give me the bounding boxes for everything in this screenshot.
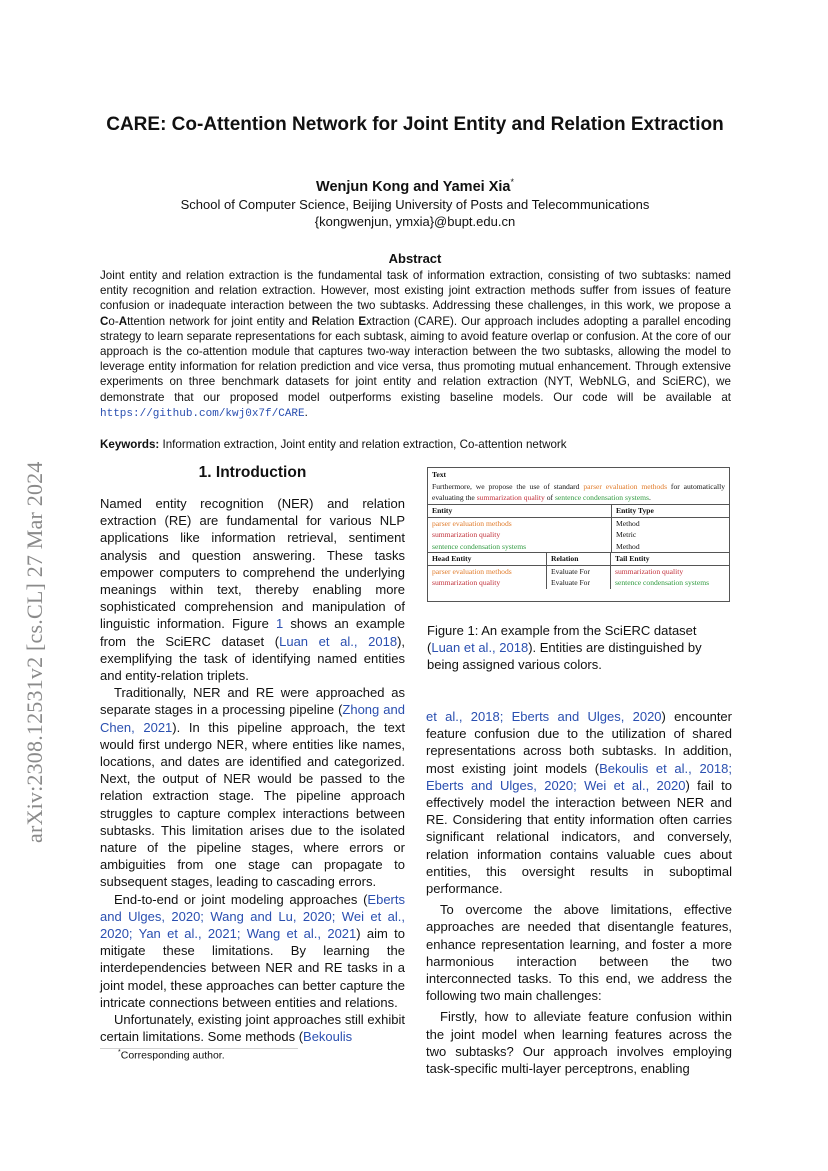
paragraph-text: Unfortunately, existing joint approaches still exhibit certain limitations. Some methods ( (100, 1012, 405, 1045)
paragraph-text: ), exemplifying the task of identifying named entities and entity-relation triplets. (100, 633, 406, 684)
affiliation-block (90, 196, 740, 230)
relation-header: Relation (547, 553, 611, 566)
entity-header: Entity (428, 505, 612, 517)
figure-sentence: Furthermore, we propose the use of standard (432, 481, 584, 491)
code-url-link[interactable]: https://github.com/kwj0x7f/CARE (100, 407, 305, 420)
abstract-text: o- (108, 314, 119, 328)
caption-text: ). Entities are distinguished by being assigned various colors. (427, 640, 702, 672)
figure-sentence: for automatically evaluating the (432, 481, 725, 502)
paragraph (100, 891, 405, 1011)
entity-type-cell: Method (612, 517, 730, 529)
paragraph-text: shows an example from the SciERC dataset ( (100, 616, 405, 649)
table-row (428, 577, 729, 589)
abstract-text: . (304, 405, 308, 419)
table-row (428, 529, 729, 541)
tail-entity-cell: summarization quality (611, 565, 730, 577)
entity-type-header: Entity Type (612, 505, 730, 517)
footnote (118, 1049, 225, 1062)
relation-cell: Evaluate For (547, 577, 611, 589)
author-names: Wenjun Kong and Yamei Xia (316, 178, 511, 195)
citation-link[interactable]: Bekoulis et al., 2018; Eberts and Ulges, 2020; Wei et al., 2020 (426, 760, 732, 793)
acronym-letter: R (311, 314, 321, 328)
paragraph (100, 495, 405, 684)
abstract-text: xtraction (CARE). Our approach includes adopting a parallel encoding strategy to learn separate representations for each subtask, aiming to avoid feature overlap or confusion. At the core of our approach is the co-attention module that captures two-way interaction between the two subtasks, allowing the model to leverage entity information for relation prediction and vice versa, thus promoting mutual enhancement. Through extensive experiments on three benchmark datasets for joint entity and relation extraction (NYT, WebNLG, and SciERC), we demonstrate that our proposed model outperforms existing baseline models. Our code will be available at (100, 314, 732, 404)
abstract-heading: Abstract (388, 251, 442, 266)
paragraph-text: End-to-end or joint modeling approaches ( (114, 891, 368, 907)
figure-sentence: of (544, 493, 555, 502)
figure-caption (427, 622, 732, 673)
footnote-text: Corresponding author. (120, 1049, 225, 1062)
author-footnote-mark: * (510, 177, 514, 187)
head-entity-cell: parser evaluation methods (432, 566, 512, 576)
figure-1 (427, 467, 730, 602)
paragraph (426, 708, 732, 897)
footnote-mark: * (118, 1049, 121, 1056)
paragraph (100, 684, 405, 890)
citation-link[interactable]: Eberts and Ulges, 2020; Wang and Lu, 2020; Wei et al., 2020; Yan et al., 2021; Wang et al., 2021 (100, 891, 405, 942)
citation-link[interactable]: Luan et al., 2018 (431, 640, 529, 655)
entity-span: parser evaluation methods (583, 481, 668, 491)
head-entity-cell: summarization quality (432, 578, 501, 587)
entity-cell: sentence condensation systems (432, 541, 527, 551)
tail-entity-cell: sentence condensation systems (611, 577, 730, 589)
emails: {kongwenjun, ymxia}@bupt.edu.cn (314, 214, 516, 229)
keywords (100, 438, 740, 451)
paragraph-text: ) aim to mitigate these limitations. By learning the interdependencies between NER and RE tasks in a joint model, these approaches can better capture the intricate connections between entities and relations. (100, 926, 406, 1010)
caption-text: Figure 1: An example from the SciERC dataset ( (427, 623, 697, 655)
relation-cell: Evaluate For (547, 565, 611, 577)
figure-text-block (428, 468, 729, 505)
paragraph: To overcome the above limitations, effective approaches are needed that disentangle features, enhance representation learning, and foster a more harmonious interaction between the two interconnected tasks. To this end, we address the following two main challenges: (426, 902, 732, 1004)
entity-table (428, 505, 729, 552)
entity-cell: parser evaluation methods (432, 518, 512, 528)
entity-cell: summarization quality (432, 530, 501, 539)
paragraph-text: Traditionally, NER and RE were approached as separate stages in a processing pipeline ( (100, 685, 405, 718)
figure-ref-link[interactable]: 1 (275, 616, 284, 632)
abstract-text: Joint entity and relation extraction is the fundamental task of information extraction, consisting of two subtasks: named entity recognition and relation extraction. However, most existing joint extraction methods suffer from issues of feature confusion or inadequate interaction between the two subtasks. Addressing these challenges, in this work, we propose a (100, 269, 731, 313)
paragraph-text: Named entity recognition (NER) and relation extraction (RE) are fundamental for various NLP applications like information retrieval, sentiment analysis and question answering. These tasks empower computers to comprehend the underlying meanings within text, thereby enabling more sophisticated comprehension and manipulation of linguistic information. Figure (100, 496, 405, 632)
arxiv-stamp: arXiv:2308.12531v2 [cs.CL] 27 Mar 2024 (22, 461, 47, 843)
paragraph (100, 1011, 405, 1045)
affiliation: School of Computer Science, Beijing University of Posts and Telecommunications (180, 197, 650, 212)
acronym-letter: C (100, 314, 109, 328)
table-row (428, 517, 729, 529)
citation-link[interactable]: Zhong and Chen, 2021 (100, 702, 405, 735)
section-heading-introduction: 1. Introduction (198, 464, 307, 481)
paper-title: CARE: Co-Attention Network for Joint Entity and Relation Extraction (106, 114, 724, 135)
figure-box (427, 467, 730, 602)
left-column (100, 495, 405, 1046)
table-row (428, 541, 729, 553)
citation-link[interactable]: et al., 2018; Eberts and Ulges, 2020 (426, 709, 662, 724)
authors (90, 177, 740, 195)
right-column (426, 708, 732, 1081)
citation-link[interactable]: Bekoulis (303, 1029, 353, 1045)
head-entity-header: Head Entity (428, 553, 547, 566)
entity-span: summarization quality (476, 493, 545, 502)
citation-link[interactable]: Luan et al., 2018 (279, 633, 398, 649)
figure-sentence: . (649, 493, 651, 502)
paragraph-text: ) encounter feature confusion due to the utilization of shared representations across both subtasks. In addition, most existing joint models ( (426, 709, 732, 776)
entity-span: sentence condensation systems (554, 493, 650, 502)
paragraph-text: ) fail to effectively model the interaction between NER and RE. Considering that entity information often carries significant relational indicators, and conversely, relation information contains valuable cues about entities, this oversight results in suboptimal performance. (426, 777, 732, 897)
triple-table (428, 552, 729, 589)
acronym-letter: E (358, 314, 367, 328)
keywords-list: Information extraction, Joint entity and relation extraction, Co-attention network (162, 438, 567, 451)
paragraph: Firstly, how to alleviate feature confusion within the joint model when learning features across the two subtasks? Our approach involves employing task-specific multi-layer perceptrons, enabling (426, 1009, 732, 1077)
abstract-text: elation (320, 314, 359, 328)
keywords-label: Keywords: (100, 438, 160, 451)
abstract-text: ttention network for joint entity and (127, 314, 312, 328)
text-label: Text (432, 470, 447, 479)
entity-type-cell: Metric (612, 529, 730, 541)
acronym-letter: A (118, 314, 128, 328)
tail-entity-header: Tail Entity (611, 553, 730, 566)
entity-type-cell: Method (612, 541, 730, 553)
abstract (100, 268, 731, 422)
table-row (428, 565, 729, 577)
paragraph-text: ). In this pipeline approach, the text would first undergo NER, where entities like names, locations, and dates are identified and categorized. Next, the output of NER would be passed to the relation extraction stage. The pipeline approach struggles to capture complex interactions between subtasks. This limitation arises due to the isolated nature of the pipeline stages, where errors or ambiguities from one stage can propagate to subsequent stages, leading to cascading errors. (100, 719, 405, 890)
